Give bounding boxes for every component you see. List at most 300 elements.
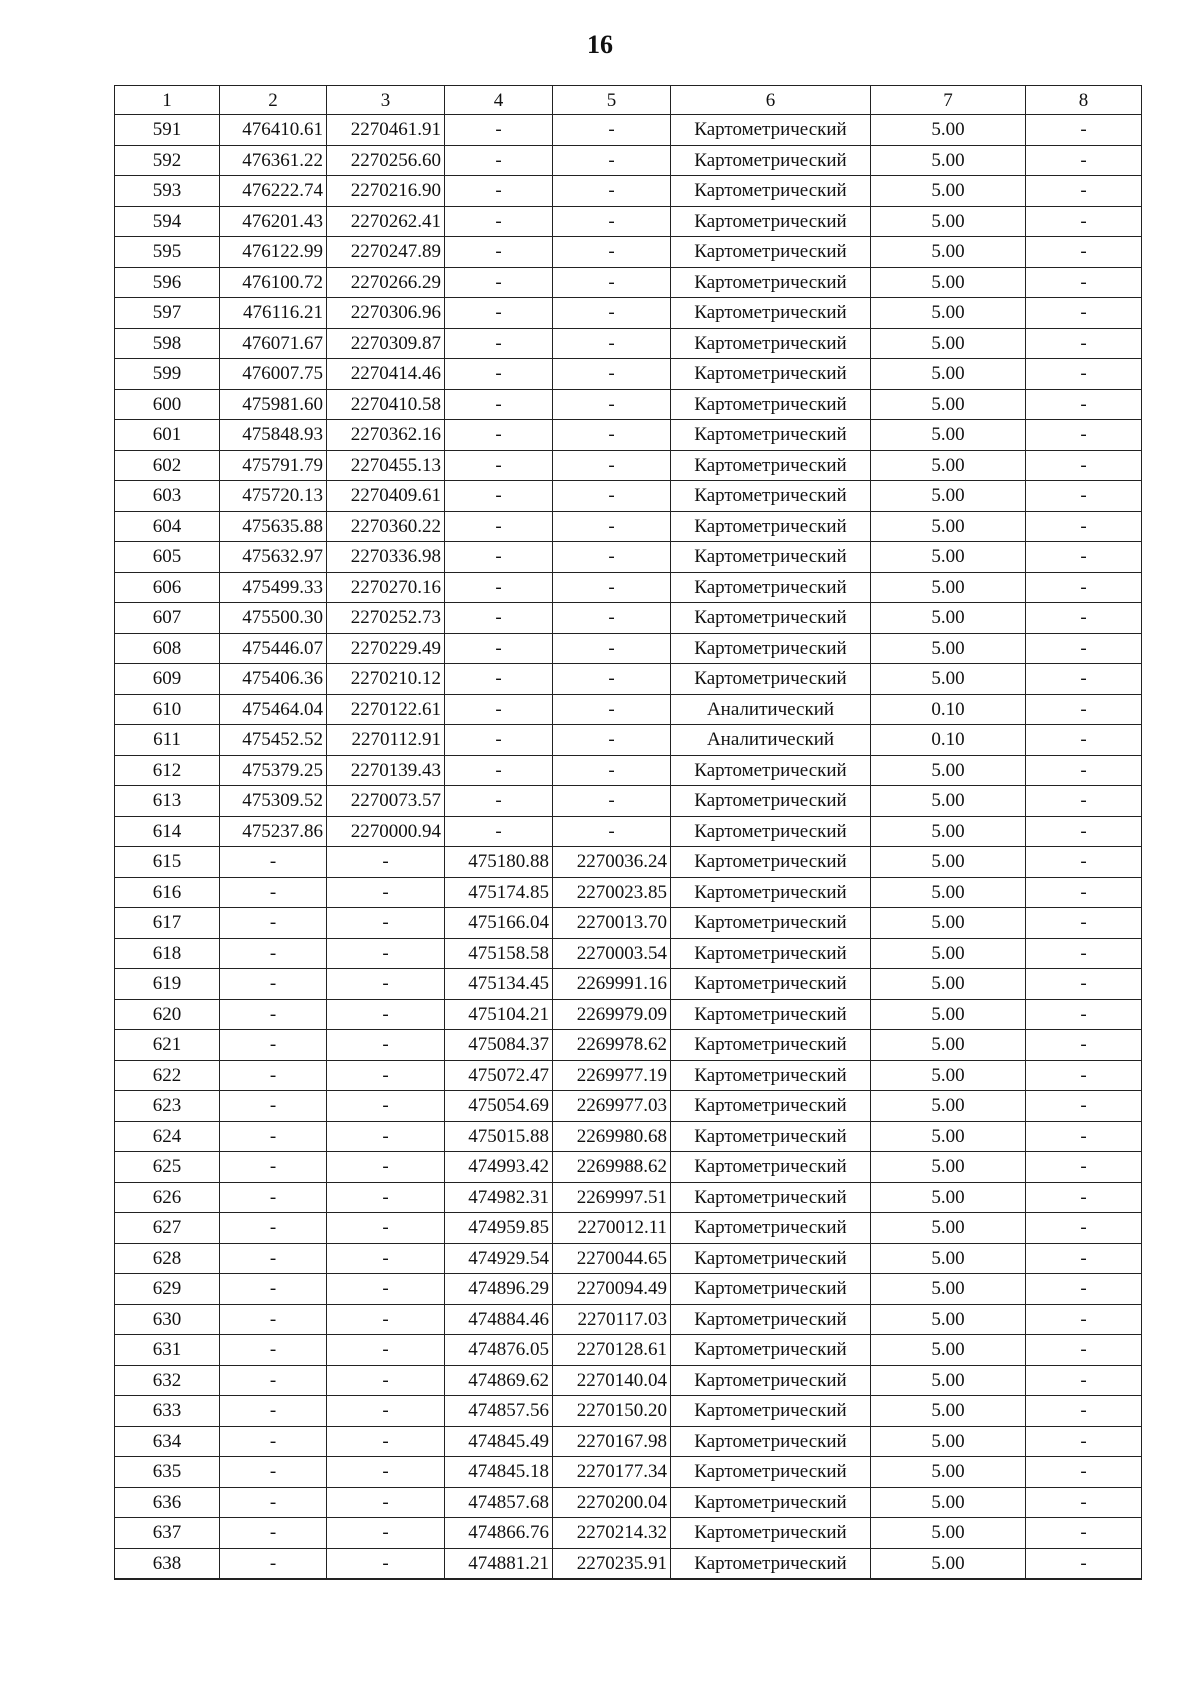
x-new-cell: 474881.21 xyxy=(445,1548,553,1579)
y-old-cell: 2270362.16 xyxy=(327,420,445,451)
method-cell: Картометрический xyxy=(671,1457,871,1488)
y-new-cell: 2270023.85 xyxy=(553,877,671,908)
accuracy-cell: 5.00 xyxy=(871,969,1026,1000)
column-header: 5 xyxy=(553,86,671,115)
accuracy-cell: 0.10 xyxy=(871,725,1026,756)
method-cell: Картометрический xyxy=(671,1182,871,1213)
y-new-cell: - xyxy=(553,298,671,329)
y-old-cell: - xyxy=(327,1274,445,1305)
y-new-cell: - xyxy=(553,603,671,634)
accuracy-cell: 5.00 xyxy=(871,1213,1026,1244)
y-old-cell: - xyxy=(327,877,445,908)
column-header: 8 xyxy=(1026,86,1142,115)
note-cell: - xyxy=(1026,1335,1142,1366)
point-number-cell: 604 xyxy=(115,511,220,542)
method-cell: Картометрический xyxy=(671,1274,871,1305)
y-new-cell: - xyxy=(553,481,671,512)
point-number-cell: 633 xyxy=(115,1396,220,1427)
note-cell: - xyxy=(1026,1426,1142,1457)
method-cell: Картометрический xyxy=(671,145,871,176)
table-row xyxy=(115,1548,1142,1579)
accuracy-cell: 5.00 xyxy=(871,1060,1026,1091)
point-number-cell: 628 xyxy=(115,1243,220,1274)
note-cell: - xyxy=(1026,816,1142,847)
point-number-cell: 599 xyxy=(115,359,220,390)
table-body xyxy=(115,115,1142,1580)
y-new-cell: - xyxy=(553,359,671,390)
x-old-cell: - xyxy=(220,908,327,939)
accuracy-cell: 5.00 xyxy=(871,145,1026,176)
x-new-cell: - xyxy=(445,328,553,359)
method-cell: Картометрический xyxy=(671,1030,871,1061)
y-new-cell: 2270167.98 xyxy=(553,1426,671,1457)
table-row xyxy=(115,847,1142,878)
point-number-cell: 626 xyxy=(115,1182,220,1213)
table-row xyxy=(115,999,1142,1030)
x-old-cell: - xyxy=(220,1365,327,1396)
accuracy-cell: 5.00 xyxy=(871,1457,1026,1488)
table-row xyxy=(115,176,1142,207)
note-cell: - xyxy=(1026,999,1142,1030)
method-cell: Картометрический xyxy=(671,572,871,603)
coordinates-table xyxy=(114,85,1142,1580)
note-cell: - xyxy=(1026,1548,1142,1579)
x-new-cell: 474993.42 xyxy=(445,1152,553,1183)
note-cell: - xyxy=(1026,755,1142,786)
point-number-cell: 608 xyxy=(115,633,220,664)
accuracy-cell: 5.00 xyxy=(871,1182,1026,1213)
accuracy-cell: 5.00 xyxy=(871,847,1026,878)
y-new-cell: - xyxy=(553,267,671,298)
note-cell: - xyxy=(1026,267,1142,298)
table-row xyxy=(115,877,1142,908)
note-cell: - xyxy=(1026,176,1142,207)
note-cell: - xyxy=(1026,542,1142,573)
table-row xyxy=(115,359,1142,390)
y-new-cell: 2270036.24 xyxy=(553,847,671,878)
note-cell: - xyxy=(1026,145,1142,176)
accuracy-cell: 5.00 xyxy=(871,206,1026,237)
note-cell: - xyxy=(1026,969,1142,1000)
y-new-cell: 2269978.62 xyxy=(553,1030,671,1061)
y-old-cell: 2270455.13 xyxy=(327,450,445,481)
x-old-cell: 476071.67 xyxy=(220,328,327,359)
y-new-cell: - xyxy=(553,145,671,176)
accuracy-cell: 5.00 xyxy=(871,542,1026,573)
y-new-cell: - xyxy=(553,420,671,451)
note-cell: - xyxy=(1026,1030,1142,1061)
note-cell: - xyxy=(1026,1487,1142,1518)
y-new-cell: - xyxy=(553,755,671,786)
x-old-cell: - xyxy=(220,877,327,908)
y-new-cell: - xyxy=(553,572,671,603)
x-old-cell: - xyxy=(220,938,327,969)
x-new-cell: 474896.29 xyxy=(445,1274,553,1305)
y-old-cell: - xyxy=(327,1182,445,1213)
method-cell: Картометрический xyxy=(671,511,871,542)
method-cell: Картометрический xyxy=(671,450,871,481)
method-cell: Картометрический xyxy=(671,816,871,847)
table-row xyxy=(115,298,1142,329)
y-new-cell: 2270200.04 xyxy=(553,1487,671,1518)
table-row xyxy=(115,1457,1142,1488)
point-number-cell: 598 xyxy=(115,328,220,359)
method-cell: Картометрический xyxy=(671,1060,871,1091)
x-old-cell: - xyxy=(220,1274,327,1305)
y-old-cell: - xyxy=(327,908,445,939)
table-row xyxy=(115,1365,1142,1396)
y-old-cell: 2270262.41 xyxy=(327,206,445,237)
x-new-cell: 475158.58 xyxy=(445,938,553,969)
y-old-cell: - xyxy=(327,1213,445,1244)
y-new-cell: - xyxy=(553,176,671,207)
x-new-cell: 474857.68 xyxy=(445,1487,553,1518)
y-old-cell: - xyxy=(327,1457,445,1488)
accuracy-cell: 5.00 xyxy=(871,786,1026,817)
x-new-cell: 474884.46 xyxy=(445,1304,553,1335)
x-old-cell: 475452.52 xyxy=(220,725,327,756)
column-header: 7 xyxy=(871,86,1026,115)
point-number-cell: 623 xyxy=(115,1091,220,1122)
table-row xyxy=(115,603,1142,634)
x-old-cell: 476361.22 xyxy=(220,145,327,176)
note-cell: - xyxy=(1026,206,1142,237)
note-cell: - xyxy=(1026,633,1142,664)
point-number-cell: 632 xyxy=(115,1365,220,1396)
method-cell: Картометрический xyxy=(671,481,871,512)
point-number-cell: 636 xyxy=(115,1487,220,1518)
table-row xyxy=(115,389,1142,420)
x-old-cell: 475791.79 xyxy=(220,450,327,481)
x-new-cell: 475174.85 xyxy=(445,877,553,908)
y-new-cell: 2270214.32 xyxy=(553,1518,671,1549)
note-cell: - xyxy=(1026,1213,1142,1244)
x-new-cell: - xyxy=(445,664,553,695)
note-cell: - xyxy=(1026,389,1142,420)
method-cell: Картометрический xyxy=(671,755,871,786)
point-number-cell: 627 xyxy=(115,1213,220,1244)
table-row xyxy=(115,1304,1142,1335)
method-cell: Картометрический xyxy=(671,1426,871,1457)
x-new-cell: 474866.76 xyxy=(445,1518,553,1549)
x-new-cell: - xyxy=(445,816,553,847)
x-new-cell: - xyxy=(445,572,553,603)
accuracy-cell: 5.00 xyxy=(871,1030,1026,1061)
x-new-cell: 475015.88 xyxy=(445,1121,553,1152)
y-old-cell: - xyxy=(327,1152,445,1183)
table-row xyxy=(115,1060,1142,1091)
y-old-cell: - xyxy=(327,1121,445,1152)
y-old-cell: - xyxy=(327,999,445,1030)
x-old-cell: - xyxy=(220,1335,327,1366)
x-new-cell: - xyxy=(445,481,553,512)
point-number-cell: 622 xyxy=(115,1060,220,1091)
y-new-cell: - xyxy=(553,450,671,481)
y-old-cell: 2270336.98 xyxy=(327,542,445,573)
accuracy-cell: 5.00 xyxy=(871,115,1026,146)
note-cell: - xyxy=(1026,481,1142,512)
accuracy-cell: 5.00 xyxy=(871,877,1026,908)
accuracy-cell: 5.00 xyxy=(871,664,1026,695)
table-row xyxy=(115,1396,1142,1427)
accuracy-cell: 5.00 xyxy=(871,1518,1026,1549)
x-old-cell: - xyxy=(220,1518,327,1549)
y-new-cell: 2269997.51 xyxy=(553,1182,671,1213)
y-old-cell: 2270122.61 xyxy=(327,694,445,725)
x-new-cell: - xyxy=(445,389,553,420)
y-old-cell: 2270461.91 xyxy=(327,115,445,146)
x-old-cell: 475632.97 xyxy=(220,542,327,573)
y-new-cell: 2270012.11 xyxy=(553,1213,671,1244)
point-number-cell: 612 xyxy=(115,755,220,786)
accuracy-cell: 5.00 xyxy=(871,359,1026,390)
accuracy-cell: 5.00 xyxy=(871,1365,1026,1396)
y-old-cell: 2270210.12 xyxy=(327,664,445,695)
note-cell: - xyxy=(1026,359,1142,390)
accuracy-cell: 5.00 xyxy=(871,328,1026,359)
y-old-cell: - xyxy=(327,1396,445,1427)
method-cell: Картометрический xyxy=(671,420,871,451)
point-number-cell: 603 xyxy=(115,481,220,512)
accuracy-cell: 5.00 xyxy=(871,999,1026,1030)
column-header: 1 xyxy=(115,86,220,115)
x-old-cell: - xyxy=(220,1152,327,1183)
table-row xyxy=(115,1213,1142,1244)
y-new-cell: 2270117.03 xyxy=(553,1304,671,1335)
accuracy-cell: 5.00 xyxy=(871,633,1026,664)
note-cell: - xyxy=(1026,115,1142,146)
x-old-cell: 475981.60 xyxy=(220,389,327,420)
method-cell: Картометрический xyxy=(671,1091,871,1122)
y-old-cell: 2270252.73 xyxy=(327,603,445,634)
accuracy-cell: 5.00 xyxy=(871,1243,1026,1274)
point-number-cell: 613 xyxy=(115,786,220,817)
y-new-cell: - xyxy=(553,511,671,542)
x-new-cell: 475166.04 xyxy=(445,908,553,939)
x-new-cell: - xyxy=(445,725,553,756)
method-cell: Картометрический xyxy=(671,1121,871,1152)
table-row xyxy=(115,1091,1142,1122)
accuracy-cell: 5.00 xyxy=(871,1335,1026,1366)
x-new-cell: - xyxy=(445,603,553,634)
table-row xyxy=(115,267,1142,298)
method-cell: Картометрический xyxy=(671,237,871,268)
column-header: 6 xyxy=(671,86,871,115)
accuracy-cell: 5.00 xyxy=(871,450,1026,481)
method-cell: Картометрический xyxy=(671,328,871,359)
x-old-cell: 475309.52 xyxy=(220,786,327,817)
y-old-cell: - xyxy=(327,1030,445,1061)
accuracy-cell: 5.00 xyxy=(871,603,1026,634)
note-cell: - xyxy=(1026,1121,1142,1152)
x-new-cell: - xyxy=(445,450,553,481)
x-old-cell: 475720.13 xyxy=(220,481,327,512)
point-number-cell: 606 xyxy=(115,572,220,603)
point-number-cell: 610 xyxy=(115,694,220,725)
method-cell: Картометрический xyxy=(671,1548,871,1579)
accuracy-cell: 5.00 xyxy=(871,237,1026,268)
x-new-cell: - xyxy=(445,542,553,573)
note-cell: - xyxy=(1026,450,1142,481)
x-new-cell: 475134.45 xyxy=(445,969,553,1000)
y-old-cell: - xyxy=(327,1060,445,1091)
note-cell: - xyxy=(1026,1365,1142,1396)
accuracy-cell: 5.00 xyxy=(871,816,1026,847)
table-row xyxy=(115,969,1142,1000)
table-row xyxy=(115,694,1142,725)
y-new-cell: - xyxy=(553,328,671,359)
note-cell: - xyxy=(1026,511,1142,542)
x-old-cell: 476116.21 xyxy=(220,298,327,329)
table-row xyxy=(115,237,1142,268)
x-new-cell: - xyxy=(445,176,553,207)
table-row xyxy=(115,816,1142,847)
y-old-cell: 2270306.96 xyxy=(327,298,445,329)
point-number-cell: 618 xyxy=(115,938,220,969)
point-number-cell: 592 xyxy=(115,145,220,176)
table-row xyxy=(115,664,1142,695)
y-new-cell: - xyxy=(553,816,671,847)
y-new-cell: 2269988.62 xyxy=(553,1152,671,1183)
x-old-cell: 475500.30 xyxy=(220,603,327,634)
x-old-cell: 476201.43 xyxy=(220,206,327,237)
note-cell: - xyxy=(1026,298,1142,329)
x-old-cell: 475635.88 xyxy=(220,511,327,542)
point-number-cell: 601 xyxy=(115,420,220,451)
x-old-cell: 475499.33 xyxy=(220,572,327,603)
method-cell: Картометрический xyxy=(671,1152,871,1183)
method-cell: Картометрический xyxy=(671,298,871,329)
note-cell: - xyxy=(1026,725,1142,756)
x-old-cell: - xyxy=(220,1396,327,1427)
x-old-cell: 475446.07 xyxy=(220,633,327,664)
x-new-cell: 475072.47 xyxy=(445,1060,553,1091)
table-row xyxy=(115,450,1142,481)
y-new-cell: - xyxy=(553,542,671,573)
x-new-cell: - xyxy=(445,633,553,664)
y-new-cell: 2269977.19 xyxy=(553,1060,671,1091)
method-cell: Картометрический xyxy=(671,176,871,207)
x-new-cell: 474845.49 xyxy=(445,1426,553,1457)
method-cell: Картометрический xyxy=(671,1518,871,1549)
table-header-row xyxy=(115,86,1142,115)
x-old-cell: - xyxy=(220,1060,327,1091)
note-cell: - xyxy=(1026,1304,1142,1335)
method-cell: Картометрический xyxy=(671,877,871,908)
point-number-cell: 593 xyxy=(115,176,220,207)
x-new-cell: 474845.18 xyxy=(445,1457,553,1488)
accuracy-cell: 5.00 xyxy=(871,176,1026,207)
y-old-cell: - xyxy=(327,938,445,969)
x-old-cell: - xyxy=(220,1548,327,1579)
method-cell: Картометрический xyxy=(671,1487,871,1518)
x-new-cell: - xyxy=(445,206,553,237)
y-new-cell: 2270094.49 xyxy=(553,1274,671,1305)
method-cell: Картометрический xyxy=(671,1213,871,1244)
method-cell: Картометрический xyxy=(671,1243,871,1274)
y-old-cell: 2270247.89 xyxy=(327,237,445,268)
x-old-cell: - xyxy=(220,1121,327,1152)
accuracy-cell: 5.00 xyxy=(871,511,1026,542)
table-row xyxy=(115,1121,1142,1152)
y-new-cell: 2269977.03 xyxy=(553,1091,671,1122)
point-number-cell: 638 xyxy=(115,1548,220,1579)
x-old-cell: 475848.93 xyxy=(220,420,327,451)
y-old-cell: - xyxy=(327,1304,445,1335)
x-old-cell: - xyxy=(220,999,327,1030)
y-new-cell: - xyxy=(553,664,671,695)
accuracy-cell: 5.00 xyxy=(871,908,1026,939)
y-new-cell: - xyxy=(553,633,671,664)
table-row xyxy=(115,786,1142,817)
x-old-cell: 475406.36 xyxy=(220,664,327,695)
y-old-cell: - xyxy=(327,847,445,878)
note-cell: - xyxy=(1026,1243,1142,1274)
y-old-cell: - xyxy=(327,1518,445,1549)
x-new-cell: 474869.62 xyxy=(445,1365,553,1396)
y-old-cell: - xyxy=(327,969,445,1000)
method-cell: Картометрический xyxy=(671,1304,871,1335)
note-cell: - xyxy=(1026,420,1142,451)
accuracy-cell: 5.00 xyxy=(871,938,1026,969)
point-number-cell: 607 xyxy=(115,603,220,634)
x-old-cell: 475237.86 xyxy=(220,816,327,847)
point-number-cell: 621 xyxy=(115,1030,220,1061)
y-old-cell: 2270409.61 xyxy=(327,481,445,512)
note-cell: - xyxy=(1026,664,1142,695)
x-new-cell: 474959.85 xyxy=(445,1213,553,1244)
x-new-cell: 475180.88 xyxy=(445,847,553,878)
table-row xyxy=(115,908,1142,939)
y-old-cell: 2270266.29 xyxy=(327,267,445,298)
note-cell: - xyxy=(1026,328,1142,359)
note-cell: - xyxy=(1026,786,1142,817)
point-number-cell: 629 xyxy=(115,1274,220,1305)
table-row xyxy=(115,115,1142,146)
point-number-cell: 605 xyxy=(115,542,220,573)
point-number-cell: 611 xyxy=(115,725,220,756)
y-old-cell: 2270360.22 xyxy=(327,511,445,542)
y-old-cell: 2270000.94 xyxy=(327,816,445,847)
method-cell: Аналитический xyxy=(671,725,871,756)
y-old-cell: 2270270.16 xyxy=(327,572,445,603)
note-cell: - xyxy=(1026,1396,1142,1427)
accuracy-cell: 5.00 xyxy=(871,420,1026,451)
x-old-cell: - xyxy=(220,1182,327,1213)
y-new-cell: - xyxy=(553,237,671,268)
y-old-cell: - xyxy=(327,1548,445,1579)
x-old-cell: 475379.25 xyxy=(220,755,327,786)
table-row xyxy=(115,1030,1142,1061)
table-row xyxy=(115,328,1142,359)
accuracy-cell: 0.10 xyxy=(871,694,1026,725)
accuracy-cell: 5.00 xyxy=(871,1487,1026,1518)
page-number: 16 xyxy=(587,30,613,59)
note-cell: - xyxy=(1026,1182,1142,1213)
y-new-cell: - xyxy=(553,786,671,817)
accuracy-cell: 5.00 xyxy=(871,1304,1026,1335)
note-cell: - xyxy=(1026,603,1142,634)
column-header: 4 xyxy=(445,86,553,115)
x-new-cell: 475104.21 xyxy=(445,999,553,1030)
x-new-cell: - xyxy=(445,267,553,298)
x-new-cell: 474982.31 xyxy=(445,1182,553,1213)
accuracy-cell: 5.00 xyxy=(871,481,1026,512)
table-row xyxy=(115,145,1142,176)
y-new-cell: 2270150.20 xyxy=(553,1396,671,1427)
x-new-cell: - xyxy=(445,755,553,786)
accuracy-cell: 5.00 xyxy=(871,1091,1026,1122)
